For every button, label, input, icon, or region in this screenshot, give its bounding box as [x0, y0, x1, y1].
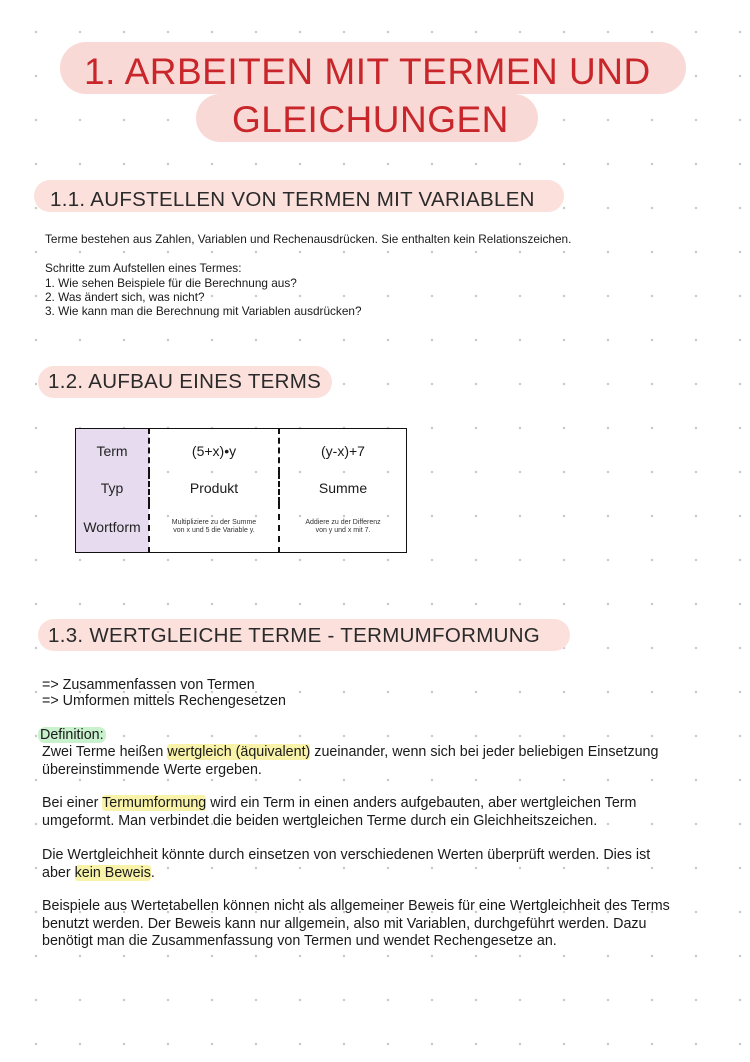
p3-highlight: kein Beweis — [74, 864, 151, 881]
paragraph-2 — [42, 795, 636, 830]
p3-text-a: aber — [42, 864, 75, 881]
paragraph-4-line-3: benötigt man die Zusammenfassung von Termen und wendet Rechengesetze an. — [42, 933, 557, 949]
section-heading-1-2: 1.2. AUFBAU EINES TERMS — [48, 370, 322, 393]
table-cell-typ-2: Summe — [318, 479, 368, 496]
definition-label-text: Definition: — [40, 727, 104, 743]
wortform-2-line-1: Addiere zu der Differenz — [305, 518, 381, 526]
page-title-line-1: 1. ARBEITEN MIT TERMEN UND — [84, 51, 651, 92]
p1-text-a: Zwei Terme heißen — [42, 744, 168, 760]
arrow-item-1: => Zusammenfassen von Termen — [42, 677, 255, 693]
table-label-term: Term — [76, 429, 150, 473]
section-heading-1-3: 1.3. WERTGLEICHE TERME - TERMUMFORMUNG — [48, 624, 541, 647]
p3-text-b: . — [150, 864, 155, 881]
paragraph-4 — [42, 898, 670, 951]
p1-text-b: zueinander, wenn sich bei jeder beliebigen Einsetzung — [310, 744, 659, 760]
step-item-1: 1. Wie sehen Beispiele für die Berechnung aus? — [45, 276, 297, 290]
p2-highlight: Termumformung — [102, 795, 207, 811]
paragraph-2-line-1 — [42, 795, 636, 813]
p2-text-b: wird ein Term in einen anders aufgebauten, aber wertgleichen Term — [206, 795, 637, 811]
paragraph-2-line-2: umgeformt. Man verbindet die beiden wertgleichen Terme durch ein Gleichheitszeichen. — [42, 812, 598, 829]
paragraph-4-line-2: benutzt werden. Der Beweis kann nur allgemein, also mit Variablen, durchgeführt werden. Dazu — [42, 915, 647, 932]
definition-label — [38, 727, 106, 745]
paragraph-3 — [42, 847, 650, 882]
arrow-item-2: => Umformen mittels Rechengesetzen — [42, 693, 286, 709]
section-intro: Terme bestehen aus Zahlen, Variablen und Rechenausdrücken. Sie enthalten kein Relationszeichen. — [45, 232, 572, 246]
p2-text-a: Bei einer — [42, 795, 103, 811]
paragraph-1 — [42, 744, 658, 779]
paragraph-4-line-1: Beispiele aus Wertetabellen können nicht als allgemeiner Beweis für eine Wertgleichheit des Terms — [42, 898, 670, 914]
table-cell-wortform-1 — [149, 503, 279, 553]
p1-highlight: wertgleich (äquivalent) — [167, 744, 311, 760]
term-structure-table — [75, 428, 407, 553]
paragraph-3-line-1: Die Wertgleichheit könnte durch einsetzen von verschiedenen Werten überprüft werden. Dies ist — [42, 847, 651, 863]
section-heading-1-1: 1.1. AUFSTELLEN VON TERMEN MIT VARIABLEN — [50, 188, 535, 211]
paragraph-1-line-2: übereinstimmende Werte ergeben. — [42, 761, 262, 778]
table-label-typ: Typ — [76, 473, 150, 503]
table-cell-wortform-2 — [279, 503, 407, 553]
paragraph-3-line-2 — [42, 865, 650, 883]
step-item-2: 2. Was ändert sich, was nicht? — [45, 290, 205, 304]
table-cell-typ-1: Produkt — [149, 473, 279, 503]
steps-heading: Schritte zum Aufstellen eines Termes: — [45, 261, 242, 275]
step-item-3: 3. Wie kann man die Berechnung mit Variablen ausdrücken? — [45, 304, 362, 318]
table-cell-term-1: (5+x)•y — [149, 429, 279, 473]
paragraph-1-line-1 — [42, 744, 658, 762]
wortform-2-line-2: von y und x mit 7. — [315, 527, 371, 535]
page-title-line-2: GLEICHUNGEN — [232, 99, 509, 140]
wortform-1-line-2: von x und 5 die Variable y. — [173, 527, 255, 535]
table-label-wortform: Wortform — [76, 503, 150, 553]
wortform-1-line-1: Multipliziere zu der Summe — [171, 518, 257, 526]
table-cell-term-2: (y-x)+7 — [321, 442, 365, 459]
